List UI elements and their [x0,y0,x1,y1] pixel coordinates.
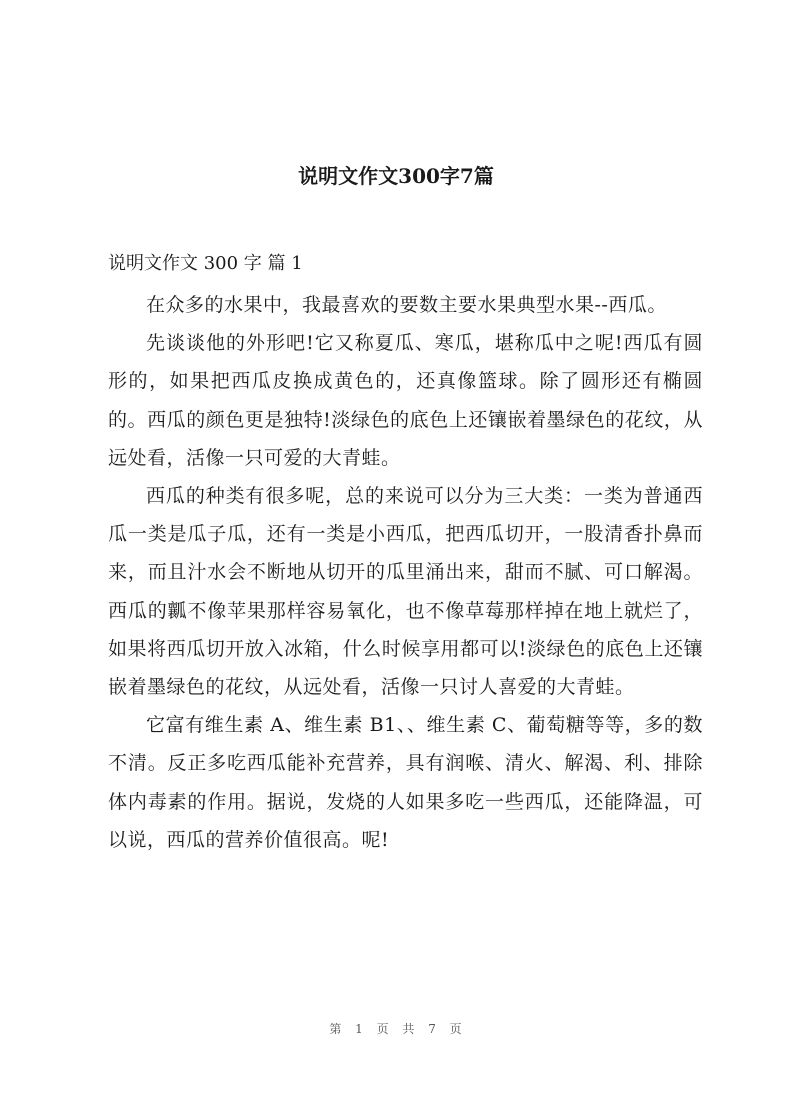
paragraph: 西瓜的种类有很多呢，总的来说可以分为三大类：一类为普通西瓜一类是瓜子瓜，还有一类是小西瓜，把西瓜切开，一股清香扑鼻而来，而且汁水会不断地从切开的瓜里涌出来，甜而不腻、可口解渴。西瓜的瓤不像苹果那样容易氧化，也不像草莓那样掉在地上就烂了，如果将西瓜切开放入冰箱，什么时候享用都可以!淡绿色的底色上还镶嵌着墨绿色的花纹，从远处看，活像一只讨人喜爱的大青蛙。 [108,485,703,699]
paragraph: 它富有维生素 A、维生素 B1、、维生素 C、葡萄糖等等，多的数不清。反正多吃西瓜能补充营养，具有润喉、清火、解渴、利、排除体内毒素的作用。据说，发烧的人如果多吃一些西瓜，还能降温，可以说，西瓜的营养价值很高。呢! [108,714,703,851]
document-title: 说明文作文300字7篇 [298,164,494,188]
section-heading: 说明文作文 300 字 篇 1 [108,253,303,274]
document-body [108,286,703,859]
page-number-footer: 第 1 页 共 7 页 [329,1022,463,1036]
paragraph: 在众多的水果中，我最喜欢的要数主要水果典型水果--西瓜。 [146,294,667,316]
paragraph: 先谈谈他的外形吧!它又称夏瓜、寒瓜，堪称瓜中之呢!西瓜有圆形的，如果把西瓜皮换成黄色的，还真像篮球。除了圆形还有椭圆的。西瓜的颜色更是独特!淡绿色的底色上还镶嵌着墨绿色的花纹，从远处看，活像一只可爱的大青蛙。 [108,332,703,469]
